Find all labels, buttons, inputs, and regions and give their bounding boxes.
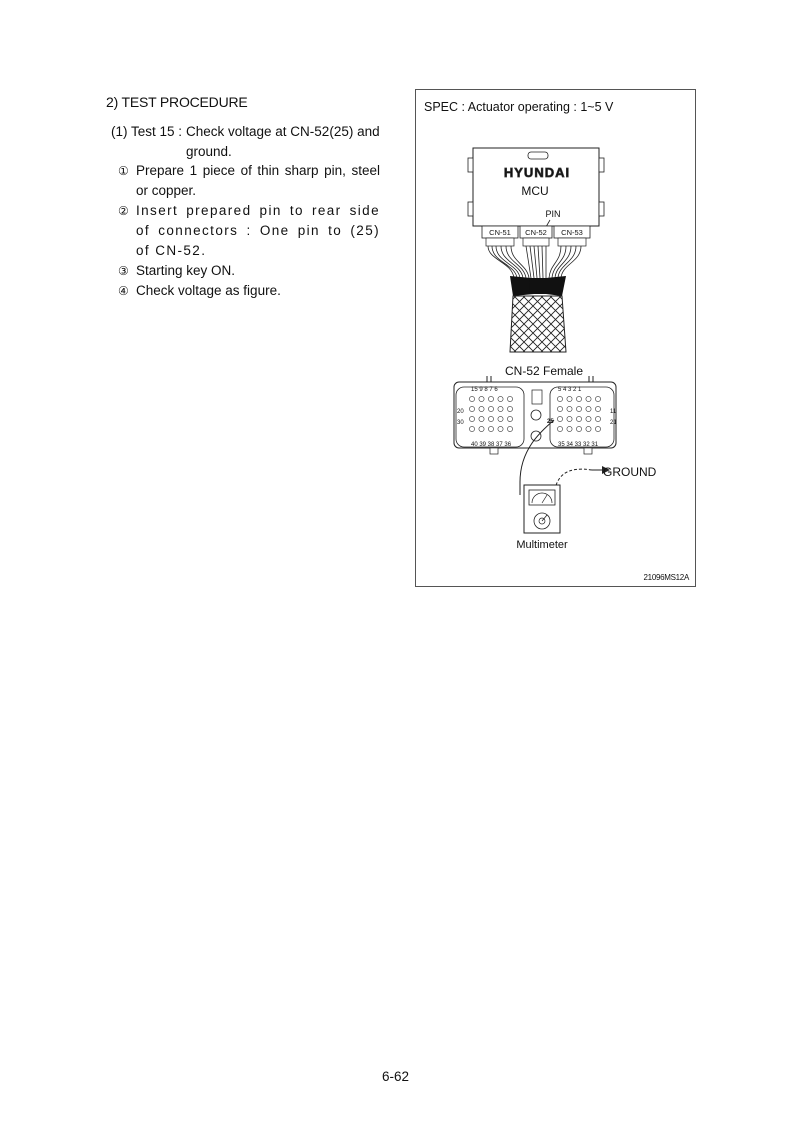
- step-number: ③: [118, 264, 129, 278]
- step-text: Check voltage as figure.: [136, 283, 281, 298]
- connector-title: CN-52 Female: [504, 364, 584, 378]
- cable-boots: [510, 276, 566, 296]
- wiring-diagram: [416, 90, 697, 588]
- pin-hole: [567, 416, 572, 421]
- cn51-label: CN-51: [489, 228, 511, 237]
- brand-logo: HYUNDAI: [503, 165, 571, 180]
- pin-hole: [479, 406, 484, 411]
- pin-label: PIN: [545, 209, 561, 219]
- pin-hole: [595, 396, 600, 401]
- pin-hole: [586, 416, 591, 421]
- pin-hole: [595, 406, 600, 411]
- pin-hole: [507, 426, 512, 431]
- pin-hole: [488, 416, 493, 421]
- page-number: 6-62: [382, 1069, 410, 1084]
- pin-hole: [469, 396, 474, 401]
- mcu-connectors: [482, 226, 590, 246]
- pin-hole: [557, 396, 562, 401]
- pin-hole: [586, 426, 591, 431]
- pin-hole: [576, 406, 581, 411]
- step-item: [118, 261, 380, 281]
- pin-hole: [488, 426, 493, 431]
- ground-label: GROUND: [603, 465, 657, 479]
- pin-hole: [567, 426, 572, 431]
- mcu-label: MCU: [521, 184, 549, 198]
- pin-numbers-top-left: 15 9 8 7 6: [471, 387, 498, 393]
- step-number: ①: [118, 164, 129, 178]
- figure-panel: [415, 89, 696, 587]
- pin-hole: [576, 426, 581, 431]
- step-item: [118, 201, 380, 261]
- pin-hole: [469, 416, 474, 421]
- pin-hole: [557, 406, 562, 411]
- pin-hole: [469, 426, 474, 431]
- section-heading: 2) TEST PROCEDURE: [106, 94, 248, 110]
- step-list: [118, 161, 380, 301]
- braided-sleeve: [510, 296, 566, 352]
- test-text-line2: ground.: [186, 144, 232, 159]
- pin-hole: [507, 396, 512, 401]
- pin-number-21: 21: [610, 420, 617, 426]
- pin-hole: [488, 396, 493, 401]
- cn52-label: CN-52: [525, 228, 547, 237]
- pin-number-30: 30: [457, 420, 464, 426]
- test-label: (1) Test 15 :: [111, 124, 183, 139]
- mcu-unit: [468, 148, 604, 232]
- pin-numbers-bottom-left: 40 39 38 37 36: [471, 442, 512, 448]
- pin-number-20: 20: [457, 409, 464, 415]
- spec-text: SPEC : Actuator operating : 1~5 V: [424, 100, 614, 114]
- pin-hole: [576, 416, 581, 421]
- step-number: ②: [118, 204, 129, 218]
- pin-hole: [567, 396, 572, 401]
- pin-numbers-top-right: 5 4 3 2 1: [558, 387, 582, 393]
- pin-hole: [498, 396, 503, 401]
- pin-hole: [595, 426, 600, 431]
- pin-hole: [488, 406, 493, 411]
- pin-hole: [498, 406, 503, 411]
- pin-hole: [479, 426, 484, 431]
- cn52-connector: [454, 376, 617, 454]
- pin-hole: [507, 406, 512, 411]
- test-text-line1: Check voltage at CN-52(25) and: [186, 124, 380, 139]
- pin-hole: [595, 416, 600, 421]
- step-item: [118, 161, 380, 201]
- pin-hole: [479, 396, 484, 401]
- step-number: ④: [118, 284, 129, 298]
- pin-number-11: 11: [610, 409, 617, 415]
- pin-hole: [557, 416, 562, 421]
- wire-bundle: [488, 246, 581, 278]
- pin-hole: [469, 406, 474, 411]
- pin-hole: [498, 416, 503, 421]
- test-instruction: [111, 122, 380, 159]
- pin-hole: [557, 426, 562, 431]
- pin-numbers-bottom-right: 35 34 33 32 31: [558, 442, 599, 448]
- cn53-label: CN-53: [561, 228, 583, 237]
- pin-hole: [498, 426, 503, 431]
- step-text: Starting key ON.: [136, 263, 236, 278]
- step-text: Insert prepared pin to rear side of connectors : One pin to (25) of CN-52.: [136, 203, 380, 258]
- pin-hole: [507, 416, 512, 421]
- pin-hole: [586, 406, 591, 411]
- pin-number-25: 25: [547, 419, 554, 425]
- multimeter-label: Multimeter: [516, 539, 568, 551]
- step-item: [118, 281, 380, 301]
- pin-hole: [586, 396, 591, 401]
- pin-hole: [576, 396, 581, 401]
- figure-code: 21096MS12A: [643, 573, 689, 582]
- pin-hole: [479, 416, 484, 421]
- multimeter-icon: [524, 485, 560, 533]
- step-text: Prepare 1 piece of thin sharp pin, steel or copper.: [136, 163, 380, 198]
- pin-hole: [567, 406, 572, 411]
